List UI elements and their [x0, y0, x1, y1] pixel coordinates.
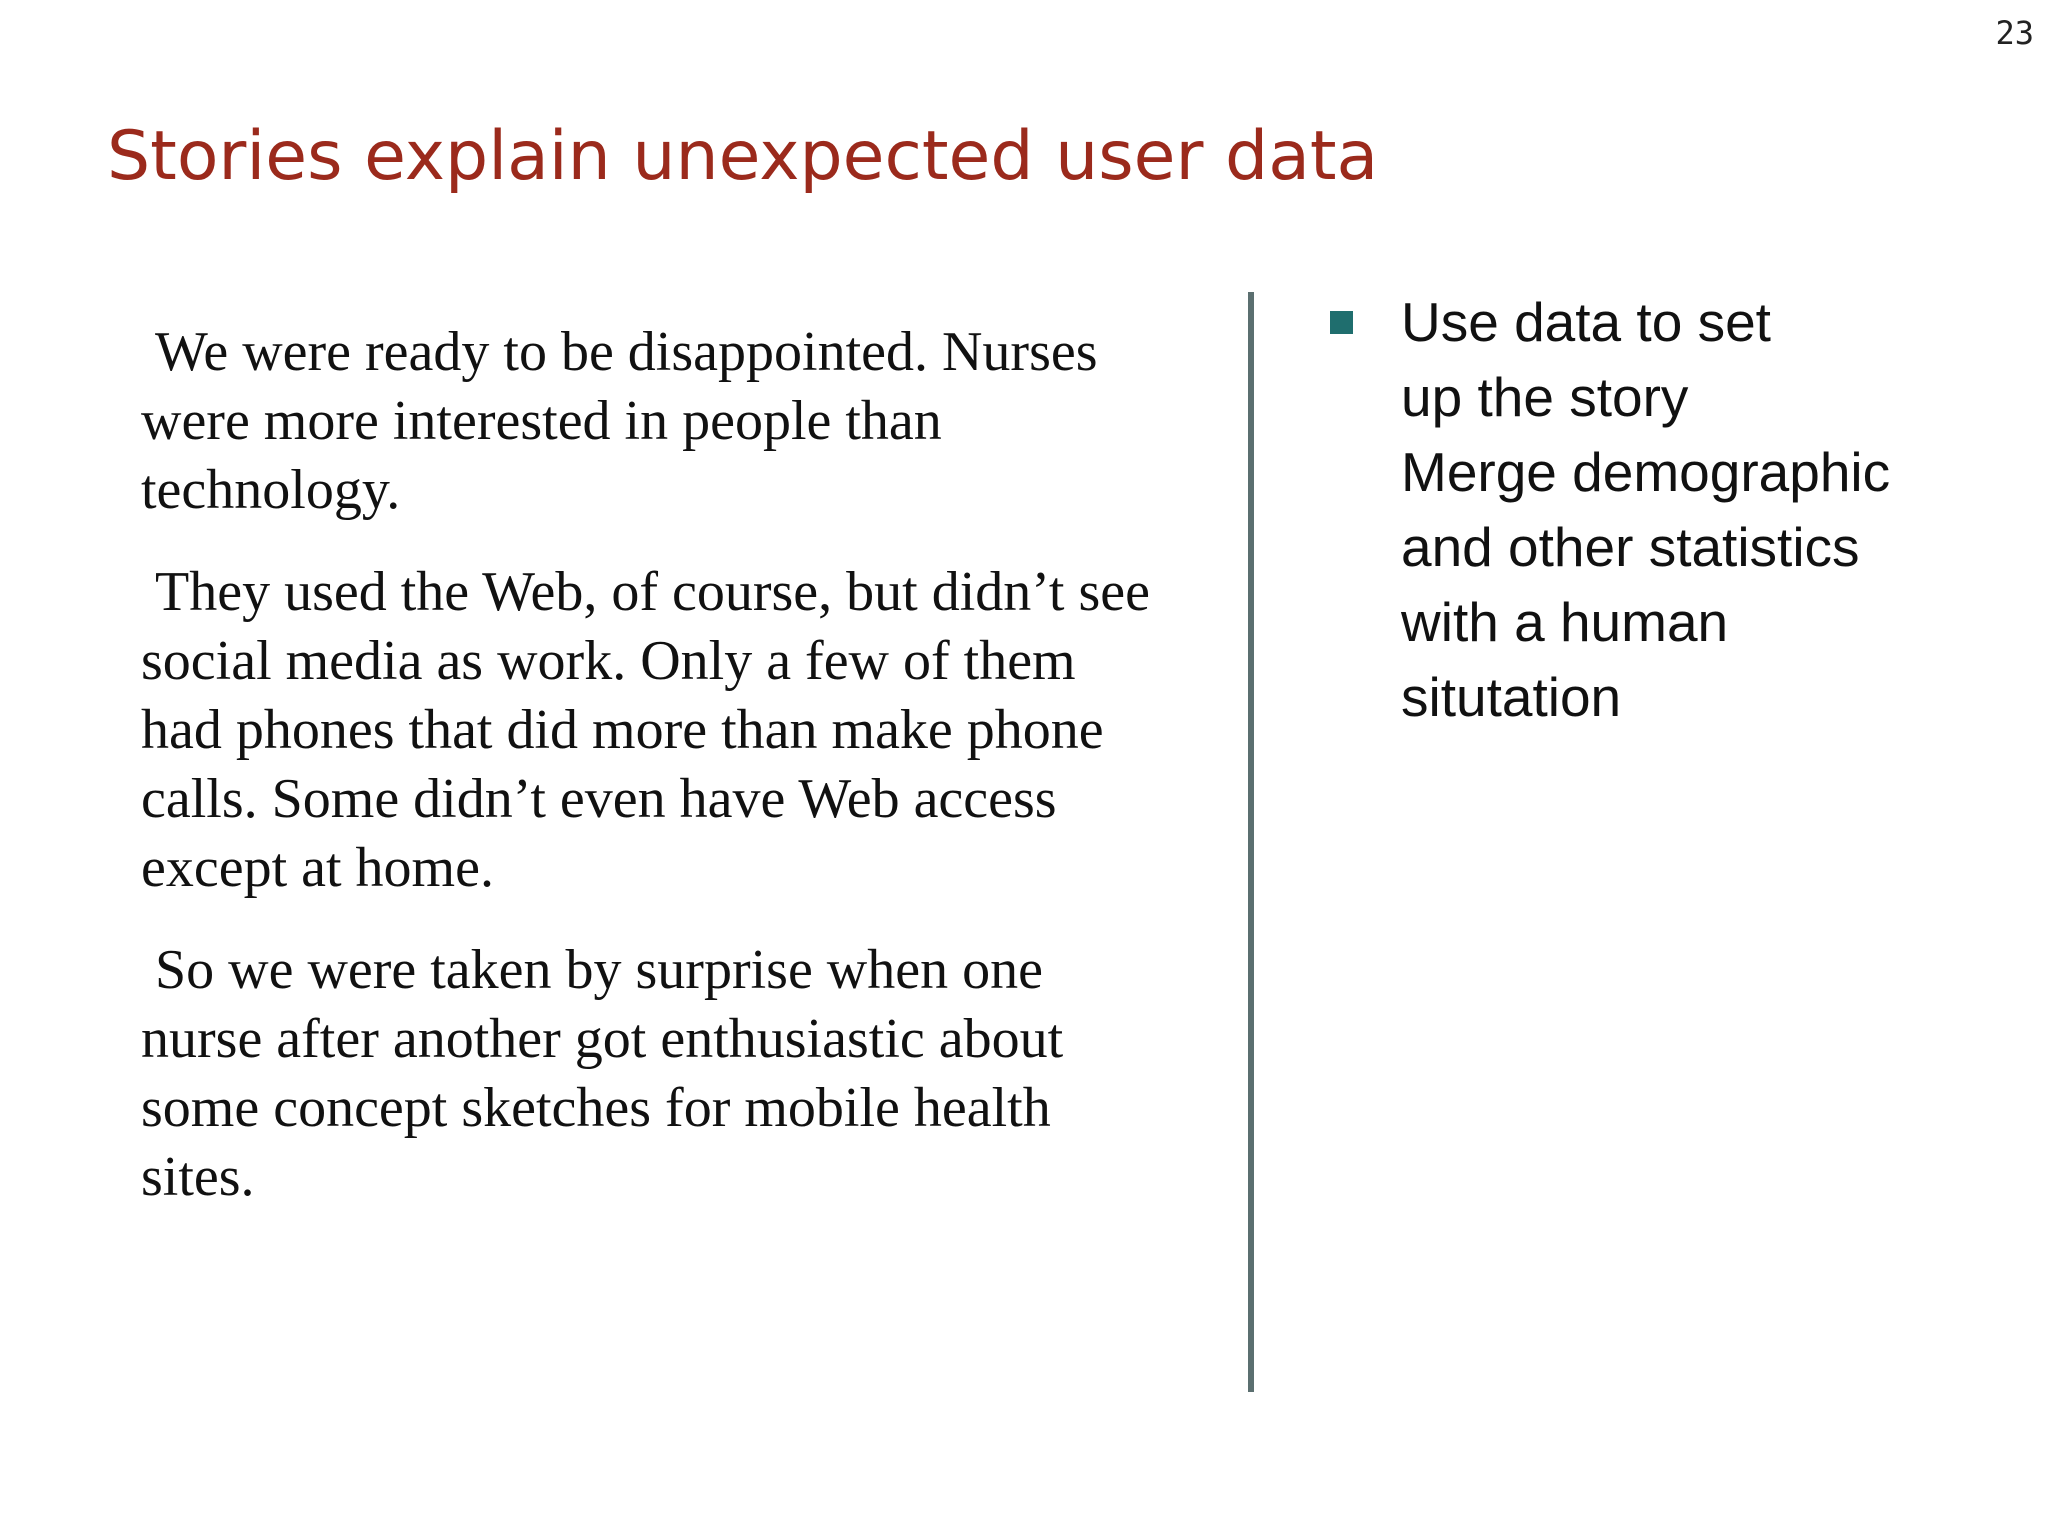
bullet-line: and other statistics: [1401, 516, 1860, 578]
bullet-line: with a human: [1401, 591, 1729, 653]
story-paragraph: We were ready to be disappointed. Nurses were more interested in people than technology.: [141, 321, 1098, 521]
story-text-block: [141, 318, 1161, 1245]
slide-title: Stories explain unexpected user data: [107, 117, 1379, 196]
story-paragraph: They used the Web, of course, but didn’t see social media as work. Only a few of them had phones that did more than make phone calls. Some didn’t even have Web access except at home.: [141, 561, 1150, 899]
page-number: 23: [1995, 14, 2034, 52]
bullet-list: [1330, 285, 2010, 735]
story-paragraph: So we were taken by surprise when one nurse after another got enthusiastic about some concept sketches for mobile health sites.: [141, 939, 1064, 1208]
bullet-item: [1330, 285, 2010, 735]
square-bullet-icon: [1330, 311, 1353, 334]
vertical-divider: [1248, 292, 1254, 1392]
bullet-line: up the story: [1401, 366, 1689, 428]
bullet-line: Merge demographic: [1401, 441, 1891, 503]
bullet-line: situtation: [1401, 666, 1622, 728]
bullet-line: Use data to set: [1401, 291, 1771, 353]
